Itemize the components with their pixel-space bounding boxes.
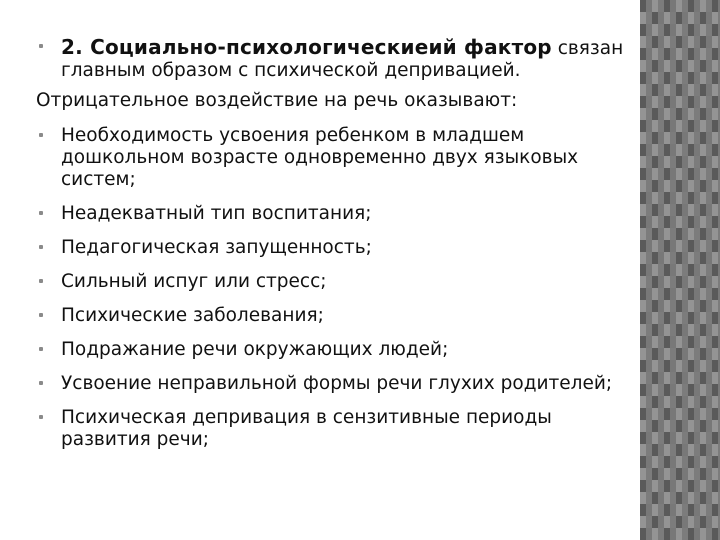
bullet-icon [39,245,43,249]
bullet-icon [39,415,43,419]
list-item [36,271,632,293]
list-item-text: Подражание речи окружающих людей; [61,339,449,360]
list-item-text: Педагогическая запущенность; [61,237,372,258]
heading-bold-text: 2. Социально-психологическиеий фактор [61,35,552,59]
heading-rest-text: связан главным образом с психической депривацией. [61,38,624,81]
list-item [36,237,632,259]
list-item [36,305,632,327]
list-item [36,373,632,395]
list-item-text: Психическая депривация в сензитивные периоды развития речи; [61,407,552,450]
list-item-text: Неадекватный тип воспитания; [61,203,372,224]
list-item [36,203,632,225]
list-item-text: Необходимость усвоения ребенком в младшем дошкольном возрасте одновременно двух языковых систем; [61,125,579,190]
list-item-text: Сильный испуг или стресс; [61,271,327,292]
slide-content [36,36,632,463]
bullet-icon [39,347,43,351]
bullet-icon [39,133,43,137]
bullet-icon [39,313,43,317]
list-item [36,125,632,191]
intro-text: Отрицательное воздействие на речь оказывают: [36,90,518,111]
bullet-icon [39,211,43,215]
list-item [36,339,632,361]
list-item [36,407,632,451]
bullet-icon [39,381,43,385]
bullet-icon [39,44,43,48]
list-item-text: Усвоение неправильной формы речи глухих родителей; [61,373,613,394]
list-item-text: Психические заболевания; [61,305,324,326]
decorative-pattern-strip [640,0,720,540]
heading-item [36,36,632,82]
bullet-icon [39,279,43,283]
